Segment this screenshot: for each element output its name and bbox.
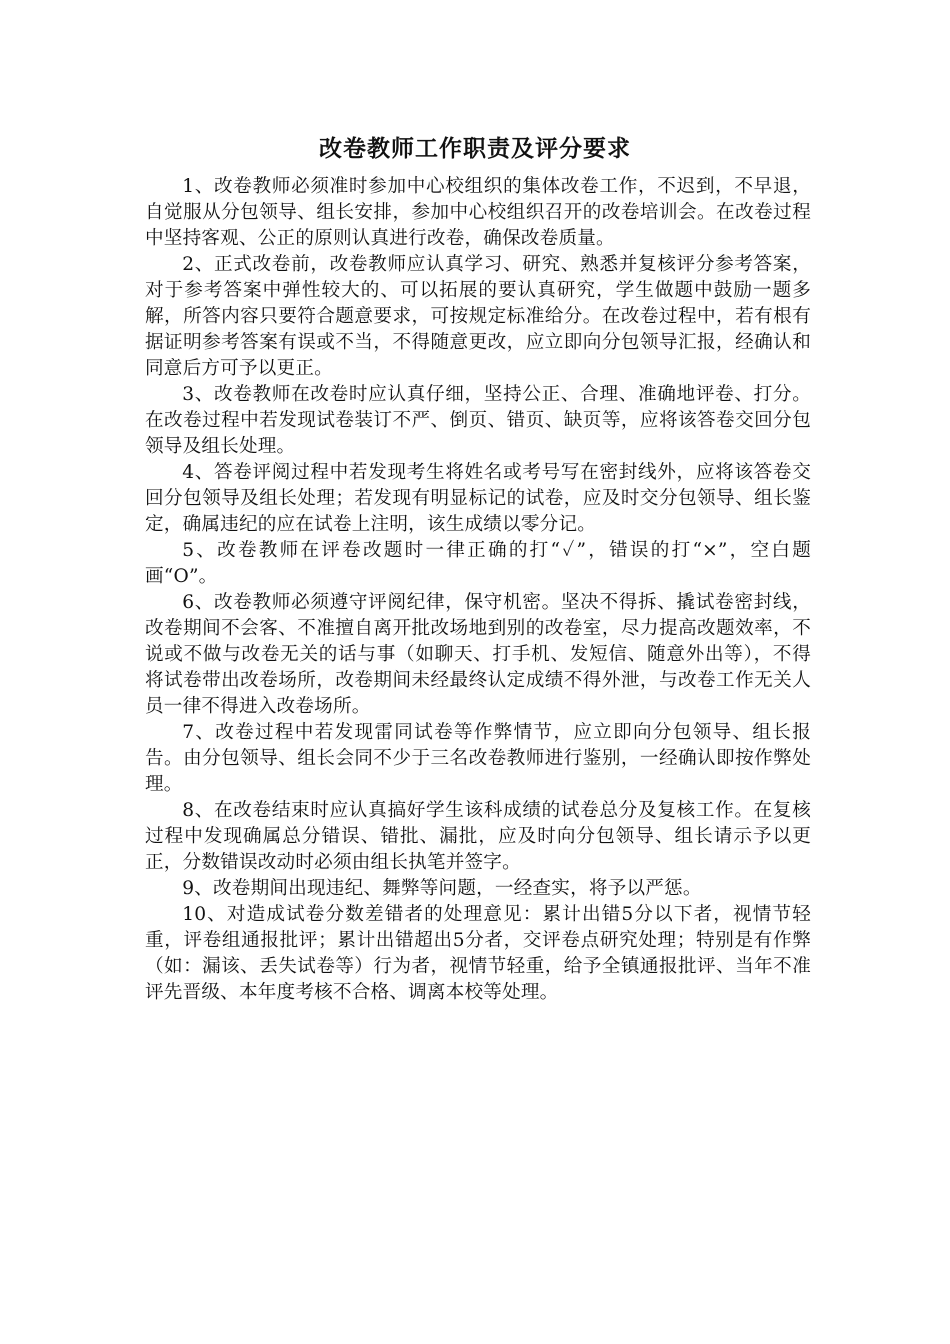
paragraph-9: 9、改卷期间出现违纪、舞弊等问题，一经查实，将予以严惩。: [182, 878, 702, 899]
document-title: 改卷教师工作职责及评分要求: [319, 135, 631, 162]
paragraph-2: 2、正式改卷前，改卷教师应认真学习、研究、熟悉并复核评分参考答案，对于参考答案中弹性较大的、可以拓展的要认真研究，学生做题中鼓励一题多解，所答内容只要符合题意要求，可按规定标准给分。在改卷过程中，若有根有据证明参考答案有误或不当，不得随意更改，应立即向分包领导汇报，经确认和同意后方可予以更正。: [145, 254, 811, 379]
paragraph-4: 4、答卷评阅过程中若发现考生将姓名或考号写在密封线外，应将该答卷交回分包领导及组长处理；若发现有明显标记的试卷，应及时交分包领导、组长鉴定，确属违纪的应在试卷上注明，该生成绩以零分记。: [145, 462, 811, 535]
paragraph-1: 1、改卷教师必须准时参加中心校组织的集体改卷工作，不迟到，不早退，自觉服从分包领导、组长安排，参加中心校组织召开的改卷培训会。在改卷过程中坚持客观、公正的原则认真进行改卷，确保改卷质量。: [145, 176, 811, 249]
paragraph-5: 5、改卷教师在评卷改题时一律正确的打“✓”，错误的打“×”，空白题画“O”。: [145, 540, 811, 587]
document-body: [145, 174, 811, 1006]
paragraph-8: 8、在改卷结束时应认真搞好学生该科成绩的试卷总分及复核工作。在复核过程中发现确属总分错误、错批、漏批，应及时向分包领导、组长请示予以更正，分数错误改动时必须由组长执笔并签字。: [145, 800, 811, 873]
paragraph-7: 7、改卷过程中若发现雷同试卷等作弊情节，应立即向分包领导、组长报告。由分包领导、组长会同不少于三名改卷教师进行鉴别，一经确认即按作弊处理。: [145, 722, 811, 795]
paragraph-6: 6、改卷教师必须遵守评阅纪律，保守机密。坚决不得拆、撬试卷密封线，改卷期间不会客、不准擅自离开批改场地到别的改卷室，尽力提高改题效率，不说或不做与改卷无关的话与事（如聊天、打手机、发短信、随意外出等），不得将试卷带出改卷场所，改卷期间未经最终认定成绩不得外泄，与改卷工作无关人员一律不得进入改卷场所。: [145, 592, 811, 717]
paragraph-10: 10、对造成试卷分数差错者的处理意见：累计出错5分以下者，视情节轻重，评卷组通报批评；累计出错超出5分者，交评卷点研究处理；特别是有作弊（如：漏该、丢失试卷等）行为者，视情节轻重，给予全镇通报批评、当年不准评先晋级、本年度考核不合格、调离本校等处理。: [145, 904, 811, 1003]
paragraph-3: 3、改卷教师在改卷时应认真仔细，坚持公正、合理、准确地评卷、打分。在改卷过程中若发现试卷装订不严、倒页、错页、缺页等，应将该答卷交回分包领导及组长处理。: [145, 384, 811, 457]
